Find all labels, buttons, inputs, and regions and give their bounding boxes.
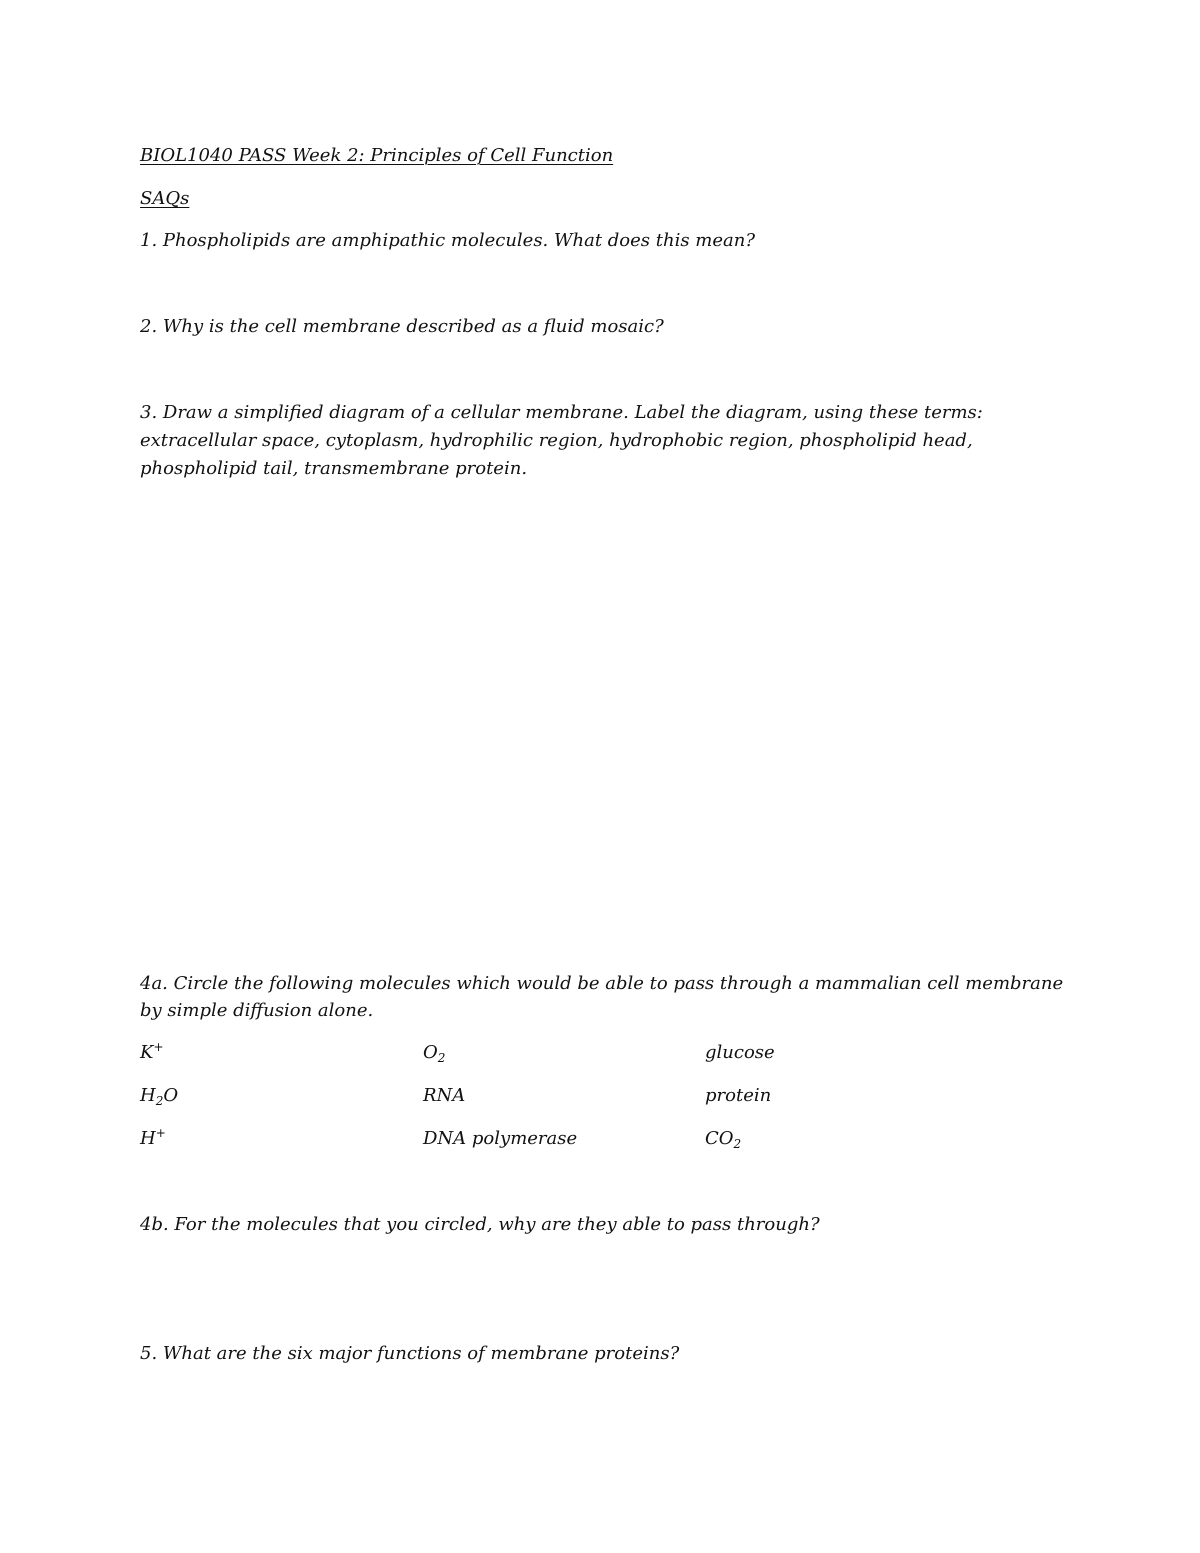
molecule-k-plus: K+ [140, 1040, 164, 1063]
question-5: 5. What are the six major functions of membrane proteins? [140, 1343, 680, 1364]
question-2: 2. Why is the cell membrane described as a fluid mosaic? [140, 316, 664, 337]
molecule-h-plus: H+ [140, 1126, 166, 1149]
question-3-line-2: extracellular space, cytoplasm, hydrophilic region, hydrophobic region, phospholipid head, [140, 430, 973, 451]
molecule-glucose: glucose [705, 1042, 775, 1063]
question-1: 1. Phospholipids are amphipathic molecules. What does this mean? [140, 230, 755, 251]
question-4b: 4b. For the molecules that you circled, why are they able to pass through? [140, 1214, 820, 1235]
molecule-dna-polymerase: DNA polymerase [423, 1128, 578, 1149]
section-heading: SAQs [140, 188, 190, 209]
molecule-o2: $O_2$ [423, 1042, 446, 1065]
question-3-line-3: phospholipid tail, transmembrane protein. [140, 458, 528, 479]
page-title: BIOL1040 PASS Week 2: Principles of Cell Function [140, 145, 614, 166]
question-3-line-1: 3. Draw a simplified diagram of a cellular membrane. Label the diagram, using these terms: [140, 402, 983, 423]
question-4a-line-2: by simple diffusion alone. [140, 1000, 374, 1021]
molecule-rna: RNA [423, 1085, 466, 1106]
molecule-h2o: $H_2O$ [140, 1085, 179, 1108]
molecule-protein: protein [705, 1085, 772, 1106]
molecule-co2: $CO_2$ [705, 1128, 742, 1151]
question-4a-line-1: 4a. Circle the following molecules which would be able to pass through a mammalian cell membrane [140, 973, 1064, 994]
